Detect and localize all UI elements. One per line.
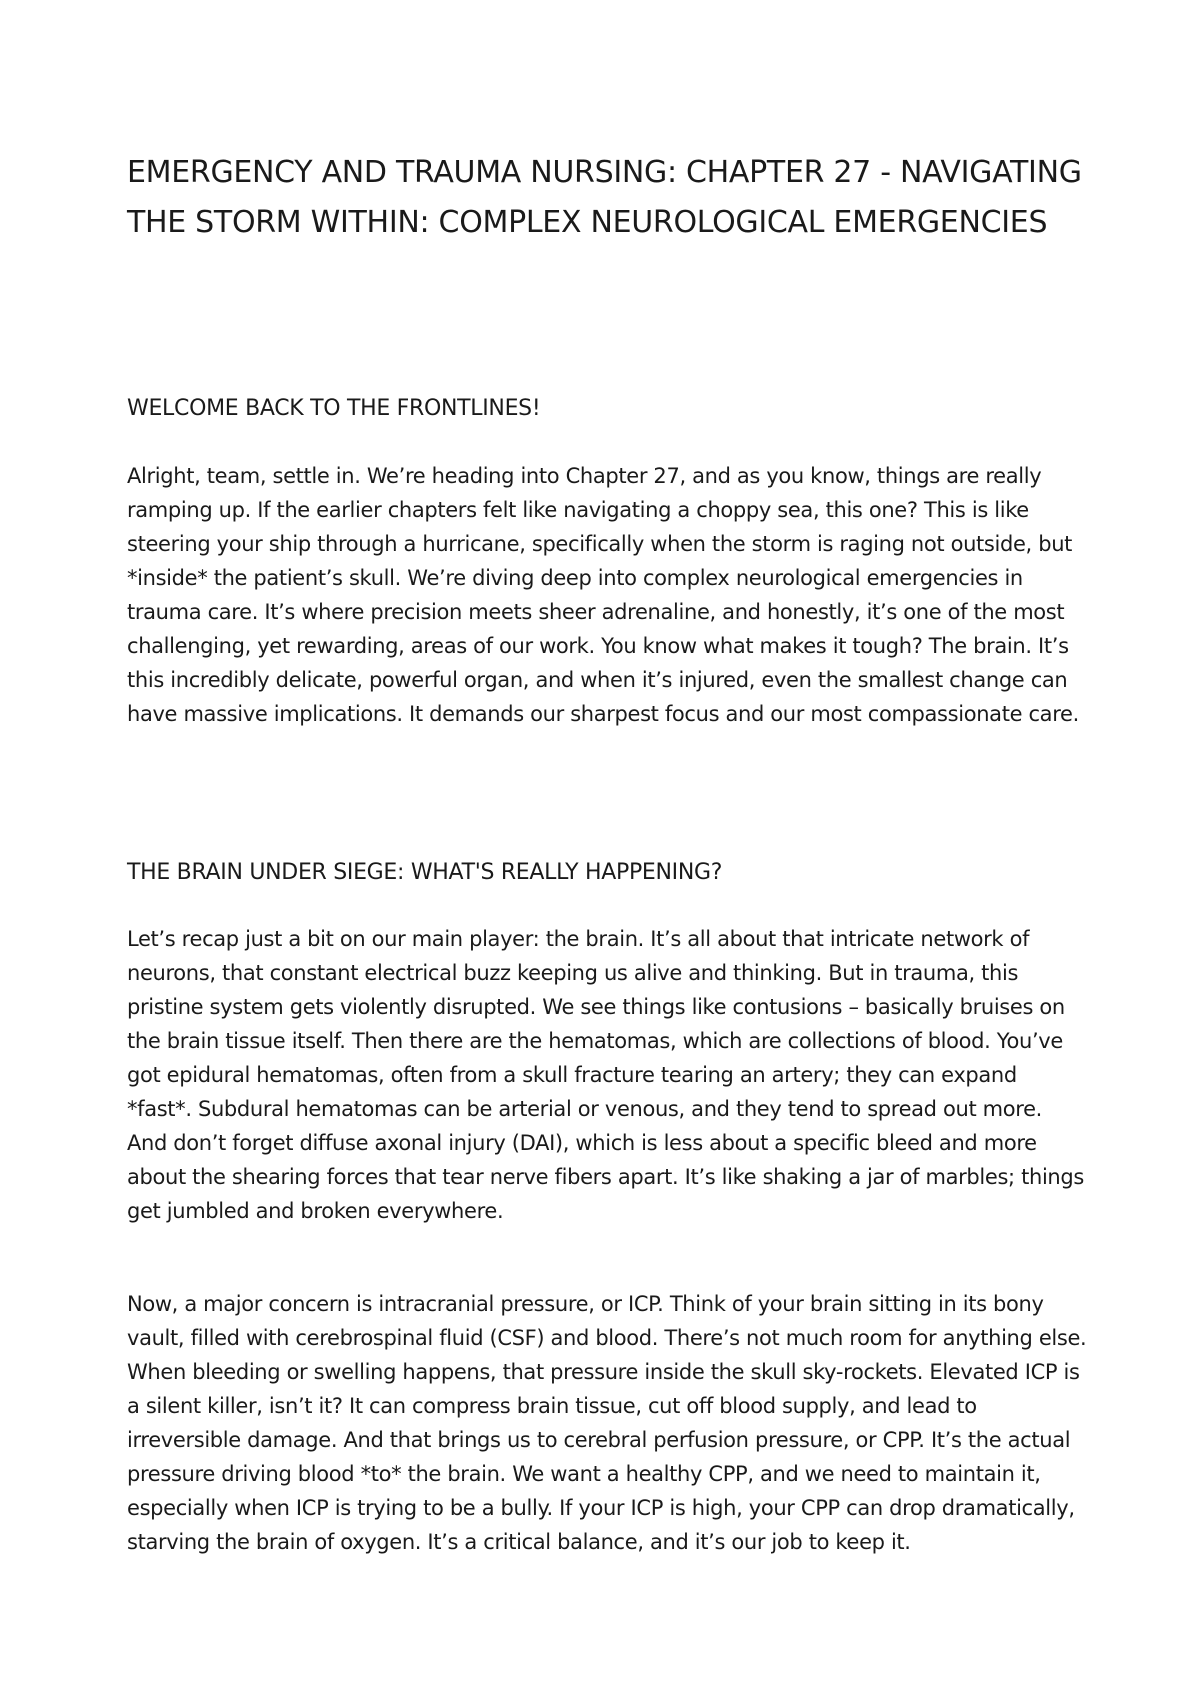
document-title: EMERGENCY AND TRAUMA NURSING: CHAPTER 27 - NAVIGATING THE STORM WITHIN: COMPLEX NEUROLOGICAL EMERGENCIES: [127, 155, 1082, 240]
paragraph-intro: Alright, team, settle in. We’re heading into Chapter 27, and as you know, things are really ramping up. If the earlier chapters felt like navigating a choppy sea, this one? This is like steering your ship through a hurricane, specifically when the storm is raging not outside, but *inside* the patient’s skull. We’re diving deep into complex neurological emergencies in trauma care. It’s where precision meets sheer adrenaline, and honestly, it’s one of the most challenging, yet rewarding, areas of our work. You know what makes it tough? The brain. It’s this incredibly delicate, powerful organ, and when it’s injured, even the smallest change can have massive implications. It demands our sharpest focus and our most compassionate care.: [127, 464, 1079, 726]
paragraph-icp-cpp: Now, a major concern is intracranial pressure, or ICP. Think of your brain sitting in its bony vault, filled with cerebrospinal fluid (CSF) and blood. There’s not much room for anything else. When bleeding or swelling happens, that pressure inside the skull sky-rockets. Elevated ICP is a silent killer, isn’t it? It can compress brain tissue, cut off blood supply, and lead to irreversible damage. And that brings us to cerebral perfusion pressure, or CPP. It’s the actual pressure driving blood *to* the brain. We want a healthy CPP, and we need to maintain it, especially when ICP is trying to be a bully. If your ICP is high, your CPP can drop dramatically, starving the brain of oxygen. It’s a critical balance, and it’s our job to keep it.: [127, 1292, 1087, 1554]
section-heading-brain-under-siege: THE BRAIN UNDER SIEGE: WHAT'S REALLY HAPPENING?: [127, 860, 723, 885]
paragraph-brain-injuries: Let’s recap just a bit on our main player: the brain. It’s all about that intricate network of neurons, that constant electrical buzz keeping us alive and thinking. But in trauma, this pristine system gets violently disrupted. We see things like contusions – basically bruises on the brain tissue itself. Then there are the hematomas, which are collections of blood. You’ve got epidural hematomas, often from a skull fracture tearing an artery; they can expand *fast*. Subdural hematomas can be arterial or venous, and they tend to spread out more. And don’t forget diffuse axonal injury (DAI), which is less about a specific bleed and more about the shearing forces that tear nerve fibers apart. It’s like shaking a jar of marbles; things get jumbled and broken everywhere.: [127, 927, 1084, 1223]
section-heading-welcome: WELCOME BACK TO THE FRONTLINES!: [127, 396, 541, 421]
